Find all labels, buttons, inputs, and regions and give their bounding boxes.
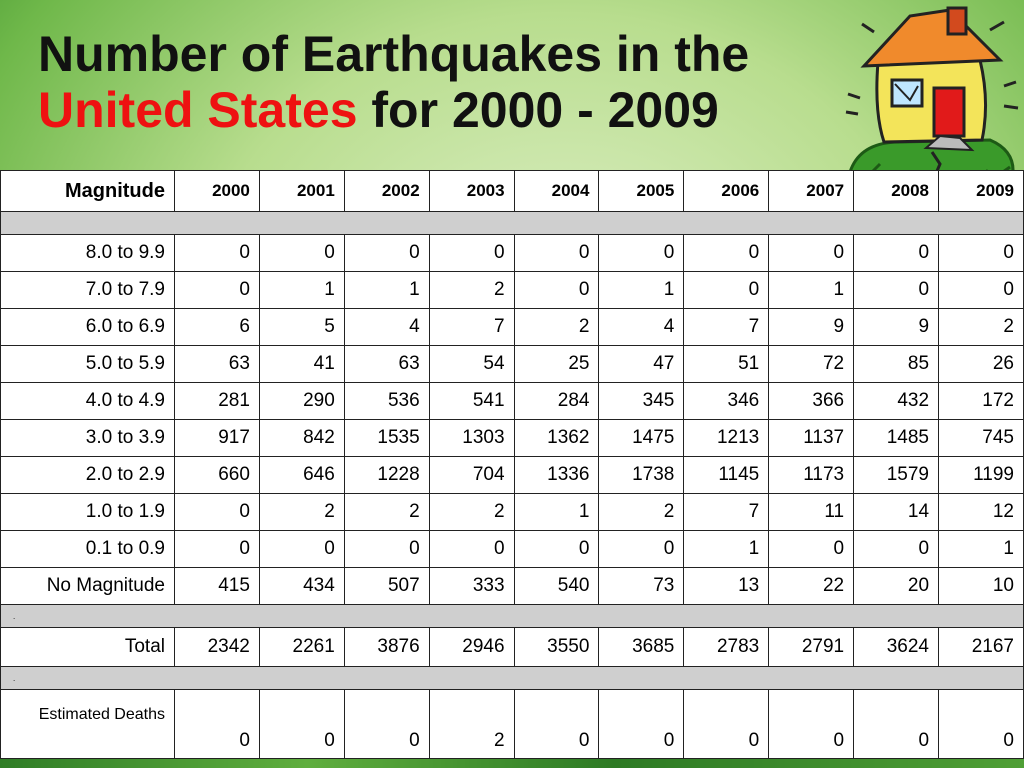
count-cell: 4 xyxy=(599,309,684,346)
count-cell: 7 xyxy=(684,309,769,346)
count-cell: 0 xyxy=(599,531,684,568)
count-cell: 7 xyxy=(429,309,514,346)
header-year: 2007 xyxy=(769,171,854,212)
count-cell: 2 xyxy=(429,494,514,531)
count-cell: 0 xyxy=(344,235,429,272)
total-cell: 3685 xyxy=(599,628,684,667)
count-cell: 434 xyxy=(259,568,344,605)
count-cell: 345 xyxy=(599,383,684,420)
magnitude-label: 8.0 to 9.9 xyxy=(1,235,175,272)
table-row xyxy=(1,420,1024,457)
count-cell: 22 xyxy=(769,568,854,605)
count-cell: 85 xyxy=(854,346,939,383)
deaths-cell: 0 xyxy=(175,690,260,759)
count-cell: 0 xyxy=(175,494,260,531)
total-cell: 2946 xyxy=(429,628,514,667)
count-cell: 10 xyxy=(939,568,1024,605)
header-year: 2001 xyxy=(259,171,344,212)
header-magnitude: Magnitude xyxy=(1,171,175,212)
deaths-cell: 0 xyxy=(684,690,769,759)
count-cell: 540 xyxy=(514,568,599,605)
table-row xyxy=(1,568,1024,605)
count-cell: 0 xyxy=(259,531,344,568)
count-cell: 1738 xyxy=(599,457,684,494)
count-cell: 333 xyxy=(429,568,514,605)
count-cell: 1303 xyxy=(429,420,514,457)
table-header-row xyxy=(1,171,1024,212)
shaking-house-icon xyxy=(840,2,1020,194)
count-cell: 0 xyxy=(175,272,260,309)
title-line-1: Number of Earthquakes in the xyxy=(38,26,750,82)
deaths-row xyxy=(1,690,1024,759)
count-cell: 25 xyxy=(514,346,599,383)
count-cell: 2 xyxy=(514,309,599,346)
table-row xyxy=(1,309,1024,346)
count-cell: 13 xyxy=(684,568,769,605)
count-cell: 6 xyxy=(175,309,260,346)
count-cell: 9 xyxy=(769,309,854,346)
deaths-cell: 0 xyxy=(854,690,939,759)
count-cell: 12 xyxy=(939,494,1024,531)
deaths-cell: 2 xyxy=(429,690,514,759)
count-cell: 47 xyxy=(599,346,684,383)
count-cell: 281 xyxy=(175,383,260,420)
count-cell: 1 xyxy=(259,272,344,309)
count-cell: 9 xyxy=(854,309,939,346)
count-cell: 14 xyxy=(854,494,939,531)
table-row xyxy=(1,531,1024,568)
count-cell: 0 xyxy=(429,235,514,272)
table-row xyxy=(1,457,1024,494)
count-cell: 0 xyxy=(939,235,1024,272)
count-cell: 5 xyxy=(259,309,344,346)
table-row xyxy=(1,383,1024,420)
separator-row xyxy=(1,605,1024,628)
count-cell: 0 xyxy=(175,235,260,272)
header-year: 2003 xyxy=(429,171,514,212)
count-cell: 0 xyxy=(854,235,939,272)
header-year: 2004 xyxy=(514,171,599,212)
count-cell: 917 xyxy=(175,420,260,457)
count-cell: 415 xyxy=(175,568,260,605)
table-row xyxy=(1,346,1024,383)
table-row xyxy=(1,235,1024,272)
count-cell: 660 xyxy=(175,457,260,494)
count-cell: 26 xyxy=(939,346,1024,383)
header-year: 2008 xyxy=(854,171,939,212)
magnitude-label: 4.0 to 4.9 xyxy=(1,383,175,420)
deaths-cell: 0 xyxy=(259,690,344,759)
title-highlight: United States xyxy=(38,82,358,138)
magnitude-label: No Magnitude xyxy=(1,568,175,605)
table-row xyxy=(1,494,1024,531)
count-cell: 0 xyxy=(429,531,514,568)
total-cell: 2261 xyxy=(259,628,344,667)
earthquake-table xyxy=(0,170,1024,759)
count-cell: 1173 xyxy=(769,457,854,494)
count-cell: 290 xyxy=(259,383,344,420)
separator-cell: . xyxy=(1,667,1024,690)
count-cell: 1336 xyxy=(514,457,599,494)
total-cell: 2167 xyxy=(939,628,1024,667)
count-cell: 1579 xyxy=(854,457,939,494)
count-cell: 0 xyxy=(599,235,684,272)
header-year: 2000 xyxy=(175,171,260,212)
separator-cell xyxy=(1,212,1024,235)
count-cell: 2 xyxy=(429,272,514,309)
magnitude-label: 5.0 to 5.9 xyxy=(1,346,175,383)
deaths-cell: 0 xyxy=(939,690,1024,759)
count-cell: 1362 xyxy=(514,420,599,457)
separator-row xyxy=(1,667,1024,690)
count-cell: 73 xyxy=(599,568,684,605)
count-cell: 1199 xyxy=(939,457,1024,494)
count-cell: 1 xyxy=(344,272,429,309)
count-cell: 0 xyxy=(514,531,599,568)
count-cell: 646 xyxy=(259,457,344,494)
deaths-cell: 0 xyxy=(344,690,429,759)
header-year: 2006 xyxy=(684,171,769,212)
magnitude-label: 2.0 to 2.9 xyxy=(1,457,175,494)
count-cell: 704 xyxy=(429,457,514,494)
total-row xyxy=(1,628,1024,667)
count-cell: 432 xyxy=(854,383,939,420)
count-cell: 11 xyxy=(769,494,854,531)
count-cell: 51 xyxy=(684,346,769,383)
header-year: 2005 xyxy=(599,171,684,212)
count-cell: 2 xyxy=(939,309,1024,346)
header-year: 2002 xyxy=(344,171,429,212)
count-cell: 0 xyxy=(175,531,260,568)
count-cell: 1145 xyxy=(684,457,769,494)
count-cell: 0 xyxy=(514,272,599,309)
total-cell: 3550 xyxy=(514,628,599,667)
count-cell: 0 xyxy=(344,531,429,568)
deaths-label: Estimated Deaths xyxy=(1,690,175,759)
count-cell: 0 xyxy=(769,531,854,568)
count-cell: 1 xyxy=(514,494,599,531)
total-cell: 2791 xyxy=(769,628,854,667)
count-cell: 2 xyxy=(259,494,344,531)
count-cell: 507 xyxy=(344,568,429,605)
count-cell: 1475 xyxy=(599,420,684,457)
count-cell: 1 xyxy=(769,272,854,309)
count-cell: 63 xyxy=(344,346,429,383)
count-cell: 0 xyxy=(939,272,1024,309)
deaths-cell: 0 xyxy=(514,690,599,759)
count-cell: 2 xyxy=(599,494,684,531)
page-title xyxy=(38,26,848,138)
count-cell: 1 xyxy=(599,272,684,309)
count-cell: 0 xyxy=(854,272,939,309)
count-cell: 72 xyxy=(769,346,854,383)
count-cell: 0 xyxy=(259,235,344,272)
count-cell: 745 xyxy=(939,420,1024,457)
count-cell: 1213 xyxy=(684,420,769,457)
total-cell: 3624 xyxy=(854,628,939,667)
separator-row xyxy=(1,212,1024,235)
count-cell: 63 xyxy=(175,346,260,383)
count-cell: 1 xyxy=(684,531,769,568)
count-cell: 0 xyxy=(514,235,599,272)
count-cell: 1485 xyxy=(854,420,939,457)
title-line-2-rest: for 2000 - 2009 xyxy=(357,82,719,138)
deaths-cell: 0 xyxy=(769,690,854,759)
count-cell: 0 xyxy=(684,235,769,272)
count-cell: 842 xyxy=(259,420,344,457)
count-cell: 346 xyxy=(684,383,769,420)
count-cell: 541 xyxy=(429,383,514,420)
count-cell: 2 xyxy=(344,494,429,531)
count-cell: 1 xyxy=(939,531,1024,568)
deaths-cell: 0 xyxy=(599,690,684,759)
total-cell: 2342 xyxy=(175,628,260,667)
count-cell: 54 xyxy=(429,346,514,383)
count-cell: 0 xyxy=(769,235,854,272)
magnitude-label: 1.0 to 1.9 xyxy=(1,494,175,531)
count-cell: 284 xyxy=(514,383,599,420)
magnitude-label: 7.0 to 7.9 xyxy=(1,272,175,309)
count-cell: 1137 xyxy=(769,420,854,457)
magnitude-label: 0.1 to 0.9 xyxy=(1,531,175,568)
count-cell: 41 xyxy=(259,346,344,383)
count-cell: 536 xyxy=(344,383,429,420)
table-row xyxy=(1,272,1024,309)
magnitude-label: 3.0 to 3.9 xyxy=(1,420,175,457)
separator-cell: . xyxy=(1,605,1024,628)
count-cell: 0 xyxy=(854,531,939,568)
count-cell: 1228 xyxy=(344,457,429,494)
header-year: 2009 xyxy=(939,171,1024,212)
count-cell: 0 xyxy=(684,272,769,309)
total-cell: 3876 xyxy=(344,628,429,667)
count-cell: 4 xyxy=(344,309,429,346)
count-cell: 172 xyxy=(939,383,1024,420)
count-cell: 1535 xyxy=(344,420,429,457)
total-label: Total xyxy=(1,628,175,667)
count-cell: 366 xyxy=(769,383,854,420)
count-cell: 20 xyxy=(854,568,939,605)
total-cell: 2783 xyxy=(684,628,769,667)
count-cell: 7 xyxy=(684,494,769,531)
magnitude-label: 6.0 to 6.9 xyxy=(1,309,175,346)
